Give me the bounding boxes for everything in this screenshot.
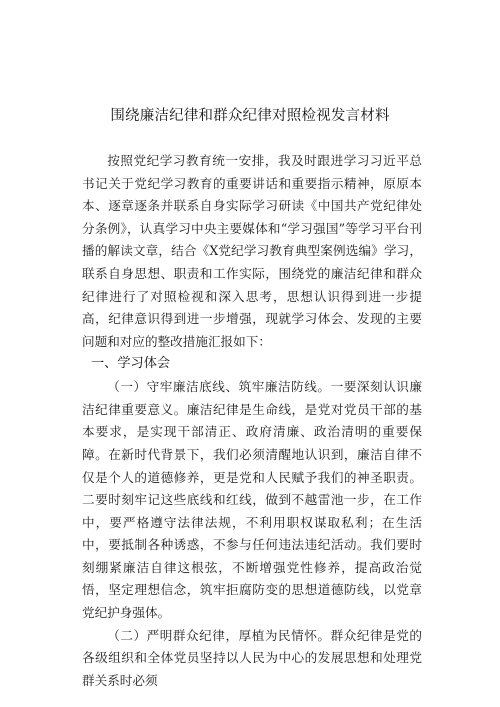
- document-title: 围绕廉洁纪律和群众纪律对照检视发言材料: [110, 108, 390, 124]
- section-heading-study-experience: 一、学习体会: [91, 356, 171, 372]
- section1-paragraph-mass-discipline: （二）严明群众纪律，厚植为民情怀。群众纪律是党的各级组织和全体党员坚持以人民为中心的发展思想和处理党群关系时必须: [82, 627, 422, 688]
- section1-paragraph-integrity: （一）守牢廉洁底线、筑牢廉洁防线。一要深刻认识廉洁纪律重要意义。廉洁纪律是生命线，是党对党员干部的基本要求，是实现干部清正、政府清廉、政治清明的重要保障。在新时代背景下，我们必须清醒地认识到，廉洁自律不仅是个人的道德修养，更是党和人民赋予我们的神圣职责。二要时刻牢记这些底线和红线，做到不越雷池一步，在工作中，要严格遵守法律法规，不利用职权谋取私利；在生活中，要抵制各种诱惑，不参与任何违法违纪活动。我们要时刻绷紧廉洁自律这根弦，不断增强党性修养，提高政治觉悟，坚定理想信念，筑牢拒腐防变的思想道德防线，以党章党纪护身强体。: [82, 379, 422, 621]
- intro-paragraph: 按照党纪学习教育统一安排，我及时跟进学习习近平总书记关于党纪学习教育的重要讲话和重要指示精神，原原本本、逐章逐条并联系自身实际学习研读《中国共产党纪律处分条例》，认真学习中央主要媒体和“学习强国”等学习平台刊播的解读文章，结合《X党纪学习教育典型案例选编》学习，联系自身思想、职责和工作实际，围绕党的廉洁纪律和群众纪律进行了对照检视和深入思考，思想认识得到进一步提高，纪律意识得到进一步增强，现就学习体会、发现的主要问题和对应的整改措施汇报如下：: [82, 153, 422, 349]
- document-body: [82, 150, 422, 692]
